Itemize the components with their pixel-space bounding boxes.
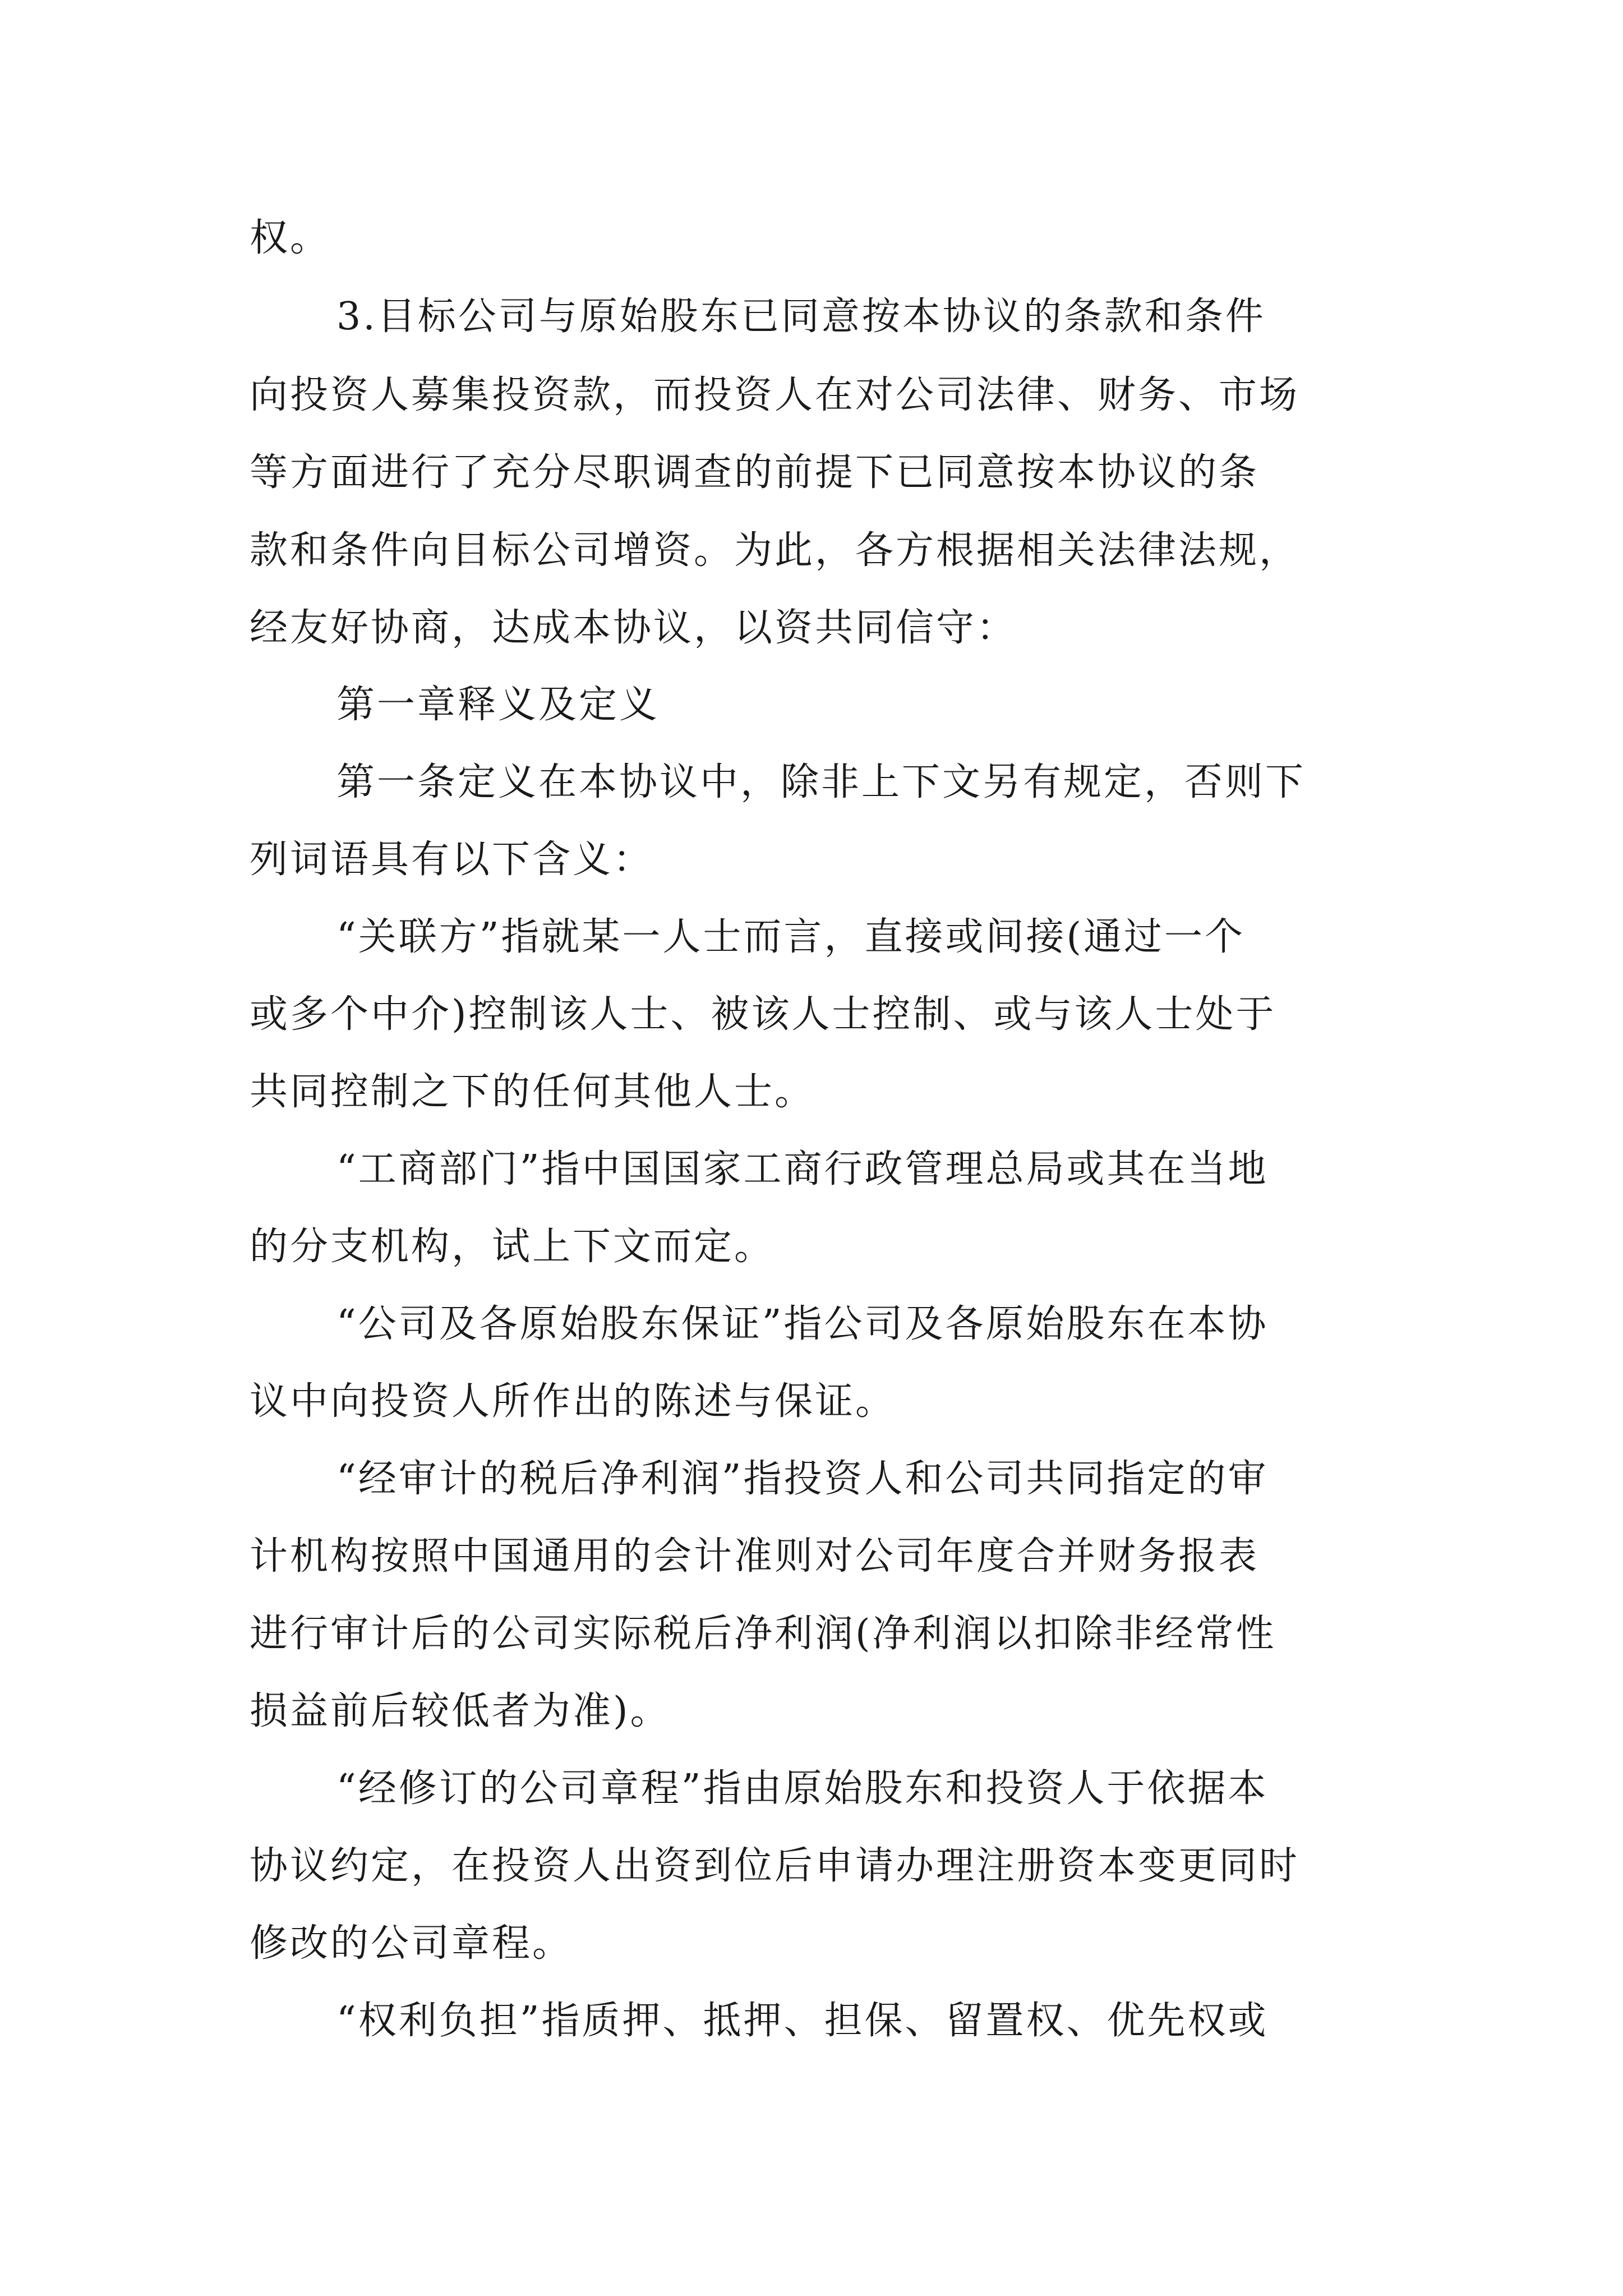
text-line: “权利负担”指质押、抵押、担保、留置权、优先权或 [336, 1999, 1269, 2043]
text-line: 3.目标公司与原始股东已同意按本协议的条款和条件 [336, 295, 1266, 339]
text-line: 或多个中介)控制该人士、被该人士控制、或与该人士处于 [250, 992, 1276, 1037]
text-line: 款和条件向目标公司增资。为此，各方根据相关法律法规， [250, 528, 1300, 573]
text-line: 损益前后较低者为准)。 [250, 1689, 671, 1733]
chapter-heading: 第一章释义及定义 [336, 683, 660, 727]
text-line: 第一条定义在本协议中，除非上下文另有规定，否则下 [336, 760, 1306, 804]
text-line: 修改的公司章程。 [250, 1921, 573, 1966]
text-line: “经修订的公司章程”指由原始股东和投资人于依据本 [336, 1766, 1269, 1811]
text-line: 向投资人募集投资款，而投资人在对公司法律、财务、市场 [250, 373, 1300, 417]
text-line: 协议约定，在投资人出资到位后申请办理注册资本变更同时 [250, 1844, 1300, 1888]
text-line: 议中向投资人所作出的陈述与保证。 [250, 1379, 896, 1424]
text-line: “关联方”指就某一人士而言，直接或间接(通过一个 [336, 915, 1246, 959]
text-line: “公司及各原始股东保证”指公司及各原始股东在本协 [336, 1302, 1269, 1346]
text-line: “工商部门”指中国国家工商行政管理总局或其在当地 [336, 1147, 1269, 1191]
text-line: 等方面进行了充分尽职调查的前提下已同意按本协议的条 [250, 450, 1260, 495]
text-line: 权。 [250, 216, 331, 260]
text-line: 列词语具有以下含义： [250, 838, 654, 882]
text-line: 共同控制之下的任何其他人士。 [250, 1070, 815, 1114]
text-line: 进行审计后的公司实际税后净利润(净利润以扣除非经常性 [250, 1612, 1276, 1656]
text-line: 的分支机构，试上下文而定。 [250, 1225, 775, 1269]
text-line: “经审计的税后净利润”指投资人和公司共同指定的审 [336, 1457, 1269, 1501]
text-line: 计机构按照中国通用的会计准则对公司年度合并财务报表 [250, 1534, 1260, 1579]
text-line: 经友好协商，达成本协议，以资共同信守： [250, 606, 1017, 650]
